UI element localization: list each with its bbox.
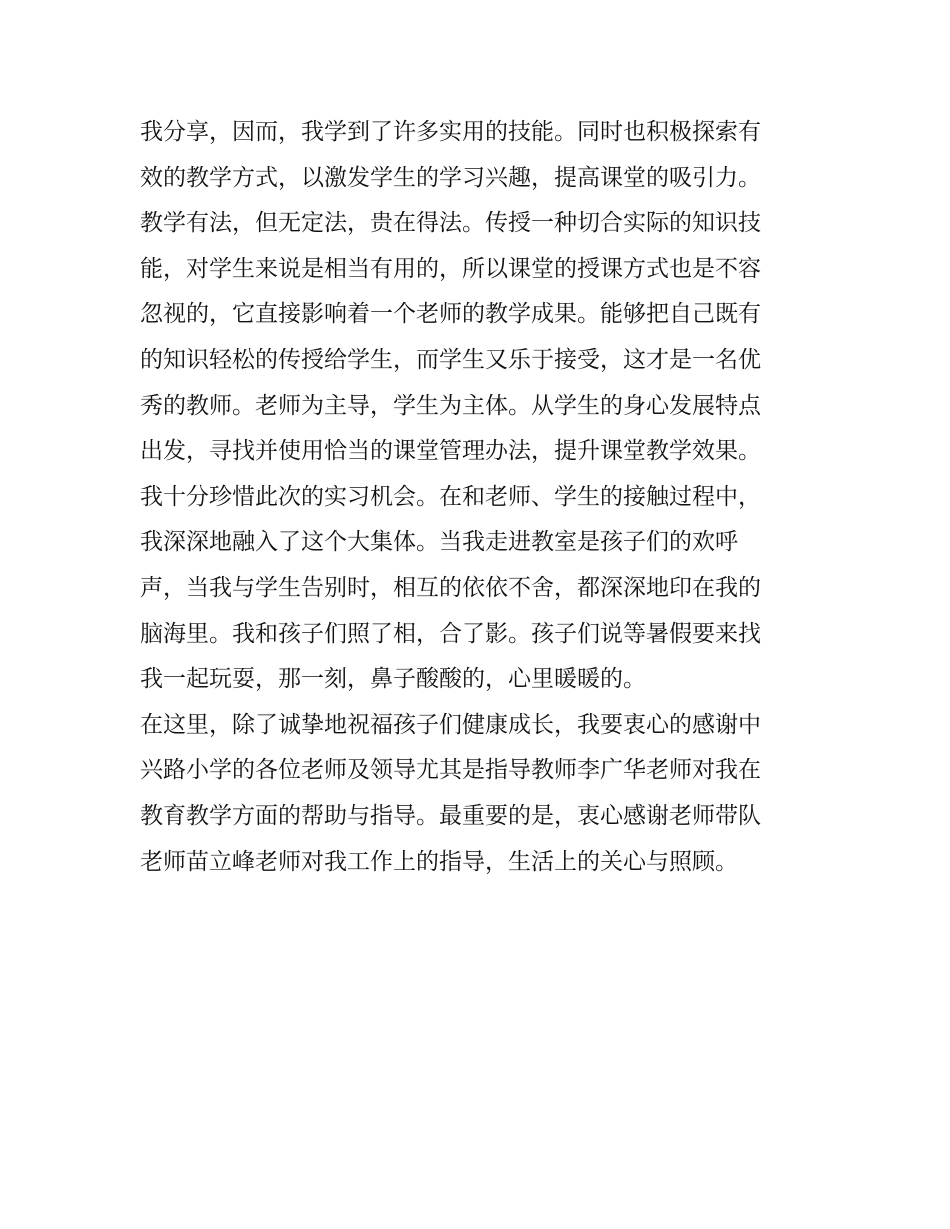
text-line: 声，当我与学生告别时，相互的依依不舍，都深深地印在我的 bbox=[140, 574, 761, 601]
text-line: 老师苗立峰老师对我工作上的指导，生活上的关心与照顾。 bbox=[140, 848, 738, 875]
text-line: 教育教学方面的帮助与指导。最重要的是，衷心感谢老师带队 bbox=[140, 802, 761, 829]
text-line: 我深深地融入了这个大集体。当我走进教室是孩子们的欢呼 bbox=[140, 529, 738, 556]
body-text bbox=[140, 110, 830, 885]
text-line: 在这里，除了诚挚地祝福孩子们健康成长，我要衷心的感谢中 bbox=[140, 711, 761, 738]
text-line: 我一起玩耍，那一刻，鼻子酸酸的，心里暖暖的。 bbox=[140, 666, 646, 693]
text-line: 兴路小学的各位老师及领导尤其是指导教师李广华老师对我在 bbox=[140, 757, 761, 784]
text-line: 效的教学方式，以激发学生的学习兴趣，提高课堂的吸引力。 bbox=[140, 164, 761, 191]
text-line: 的知识轻松的传授给学生，而学生又乐于接受，这才是一名优 bbox=[140, 346, 761, 373]
text-line: 出发，寻找并使用恰当的课堂管理办法，提升课堂教学效果。 bbox=[140, 438, 761, 465]
text-line: 秀的教师。老师为主导，学生为主体。从学生的身心发展特点 bbox=[140, 392, 761, 419]
text-line: 脑海里。我和孩子们照了相，合了影。孩子们说等暑假要来找 bbox=[140, 620, 761, 647]
text-line: 能，对学生来说是相当有用的，所以课堂的授课方式也是不容 bbox=[140, 255, 761, 282]
text-line: 教学有法，但无定法，贵在得法。传授一种切合实际的知识技 bbox=[140, 210, 761, 237]
text-line: 忽视的，它直接影响着一个老师的教学成果。能够把自己既有 bbox=[140, 301, 761, 328]
text-line: 我分享，因而，我学到了许多实用的技能。同时也积极探索有 bbox=[140, 119, 761, 145]
text-line: 我十分珍惜此次的实习机会。在和老师、学生的接触过程中， bbox=[140, 483, 761, 510]
